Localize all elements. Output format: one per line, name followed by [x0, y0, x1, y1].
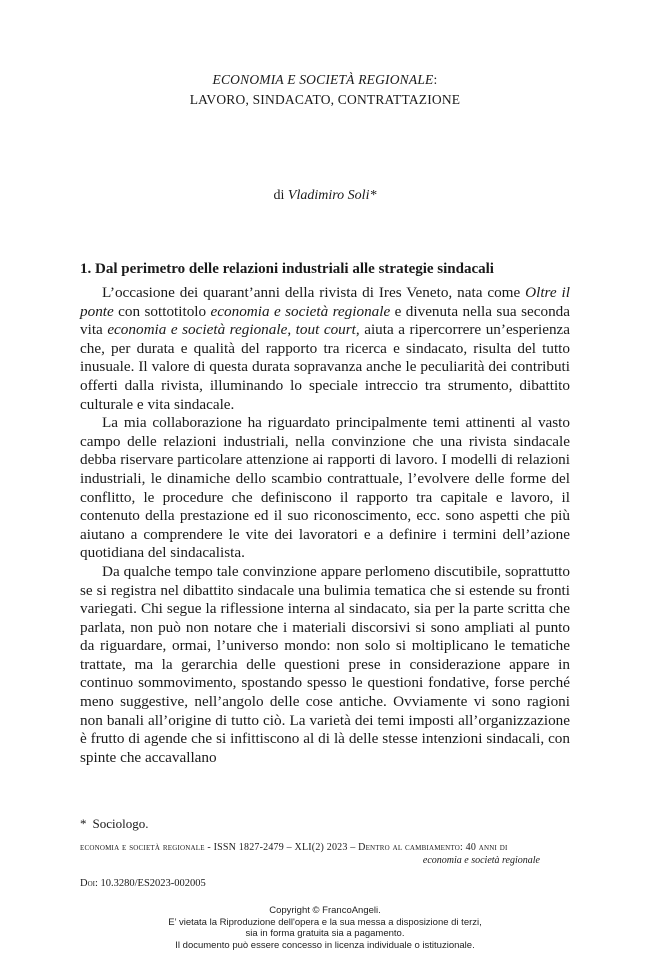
section-heading: 1. Dal perimetro delle relazioni industriali alle strategie sindacali: [80, 261, 494, 277]
copyright-line-3: sia in forma gratuita sia a pagamento.: [245, 928, 405, 939]
paragraph-2: La mia collaborazione ha riguardato principalmente temi attinenti al vasto campo delle relazioni industriali, nella convinzione che una rivista sindacale debba riservare particolare attenzione ai rapporti di lavoro. I modelli di relazioni industriali, le dinamiche dello scambio contrattuale, l’evolvere delle forme del conflitto, le procedure che definiscono il rapporto tra capitale e lavoro, il contenuto della prestazione ed il suo riconoscimento, ecc. sono aspetti che più aiutano a comprendere le vite dei lavoratori e a definire i termini dell’azione quotidiana del sindacalista.: [80, 414, 570, 562]
title-journal-name: ECONOMIA E SOCIETÀ REGIONALE: [212, 72, 434, 87]
title-colon: :: [433, 72, 438, 87]
copyright-line-1: Copyright © FrancoAngeli.: [269, 905, 381, 916]
journal-info: [80, 841, 570, 867]
article-body: [80, 284, 570, 767]
footnote-mark: *: [80, 816, 87, 831]
paragraph-1: [80, 284, 570, 414]
doi: Doi: 10.3280/ES2023-002005: [80, 878, 206, 889]
p1-text-a: L’occasione dei quarant’anni della rivista di Ires Veneto, nata come: [102, 284, 526, 301]
p1-text-e: e divenuta nella sua seconda vita: [80, 302, 570, 339]
p1-italic-journal: economia e società regionale: [107, 321, 288, 339]
title-line-2: LAVORO, SINDACATO, CONTRATTAZIONE: [189, 92, 461, 107]
p1-italic-oltre-il-ponte: Oltre il ponte: [80, 284, 570, 320]
footnote-text: Sociologo.: [92, 816, 149, 831]
author-footnote-mark: *: [369, 188, 377, 203]
paragraph-3: Da qualche tempo tale convinzione appare perlomeno discutibile, soprattutto se si registra nel dibattito sindacale una bulimia tematica che si estende su fronti variegati. Chi segue la riflessione interna al sindacato, sia per la parte scritta che parlata, non può non notare che i materiali discorsivi si sono ampliati al punto da riguardare, ormai, l’universo mondo: non solo si moltiplicano le tematiche trattate, ma la gerarchia delle questioni prese in considerazione appare in continuo sommovimento, spostando spesso le questioni fondative, forse perché meno suggestive, nell’angolo delle cose antiche. Ovviamente vi sono ragioni non banali all’origine di tutto ciò. La varietà dei temi imposti all’organizzazione è frutto di agende che si infittiscono al di là delle stesse intenzioni sindacali, con spinte che accavallano: [80, 562, 570, 766]
title-line-1: [0, 70, 650, 90]
author-prefix: di: [273, 188, 288, 203]
author-byline: [0, 188, 650, 204]
copyright-notice: [0, 905, 650, 951]
p1-italic-tout-court: tout court: [295, 321, 356, 339]
footnote: [80, 816, 148, 832]
journal-info-line-2: economia e società regionale: [422, 855, 540, 866]
author-name: Vladimiro Soli: [287, 188, 370, 203]
copyright-line-4: Il documento può essere concesso in licenza individuale o istituzionale.: [175, 939, 475, 951]
article-title: [0, 70, 650, 110]
copyright-line-2: E’ vietata la Riproduzione dell'opera e la sua messa a disposizione di terzi,: [168, 916, 482, 928]
p1-italic-subtitle: economia e società regionale: [210, 302, 391, 320]
p1-text-g: ,: [287, 321, 296, 339]
journal-info-line-1: economia e società regionale - ISSN 1827-2479 – XLI(2) 2023 – Dentro al cambiamento: 40 anni di: [80, 842, 508, 853]
p1-text-i: , aiuta a ripercorrere un’esperienza che, per durata e qualità del rapporto tra ricerca e sindacato, risulta del tutto inusuale. Il valore di questa durata sopravanza anche le peculiarità dei contributi offerti dalla rivista, illuminando lo speciale intreccio tra strumento, dibattito culturale e vita sindacale.: [80, 321, 571, 413]
p1-text-c: con sottotitolo: [113, 302, 211, 320]
